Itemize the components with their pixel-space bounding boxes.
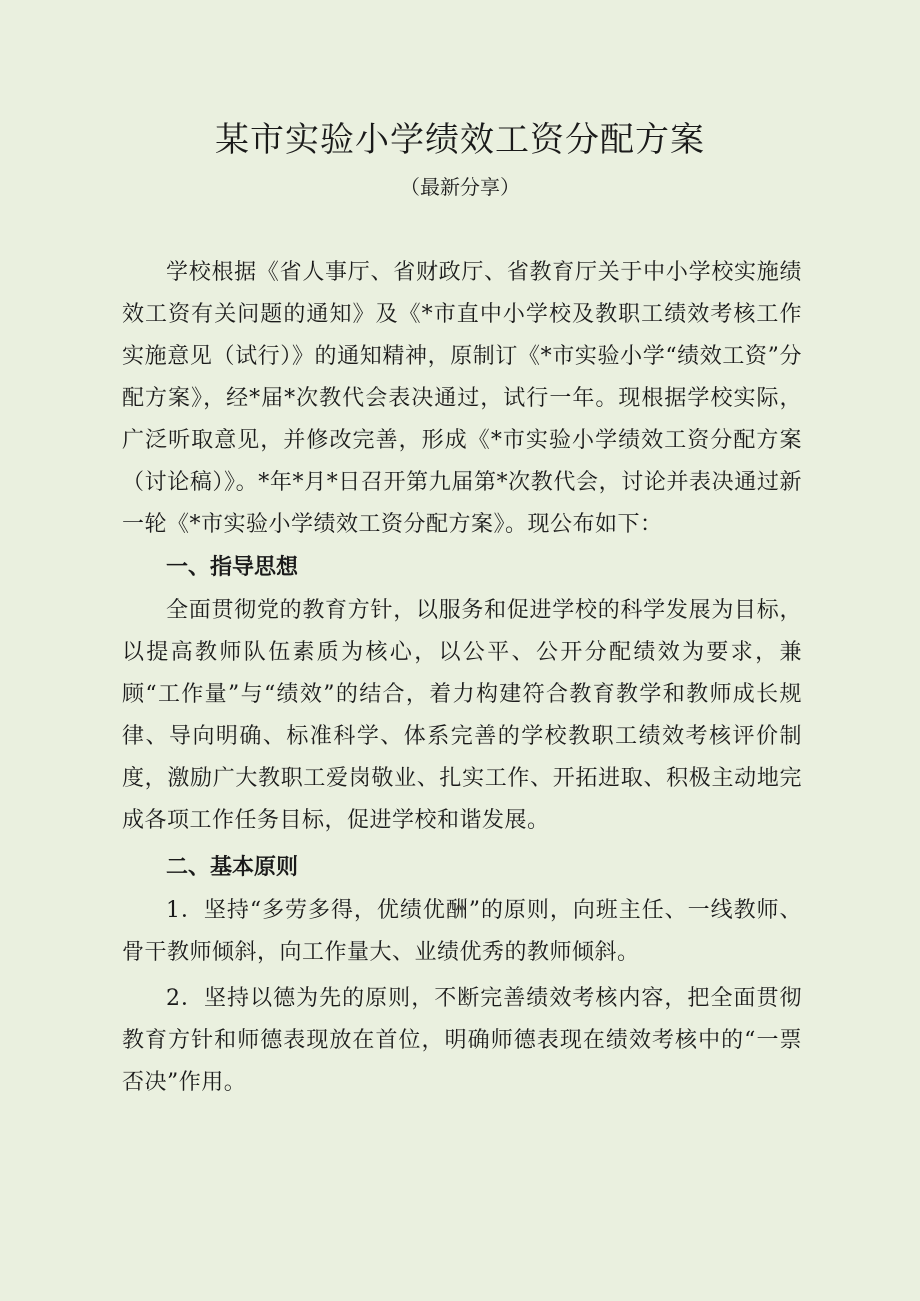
document-body (122, 252, 802, 1104)
section-heading-guiding-ideology: 一、指导思想 (166, 555, 299, 580)
document-subtitle: （最新分享） (400, 175, 520, 199)
document-title: 某市实验小学绩效工资分配方案 (215, 120, 705, 160)
intro-paragraph: 学校根据《省人事厅、省财政厅、省教育厅关于中小学校实施绩效工资有关问题的通知》及《*市直中小学校及教职工绩效考核工作实施意见（试行）》的通知精神，原制订《*市实验小学“绩效工资”分配方案》，经*届*次教代会表决通过，试行一年。现根据学校实际，广泛听取意见，并修改完善，形成《*市实验小学绩效工资分配方案（讨论稿）》。*年*月*日召开第九届第*次教代会，讨论并表决通过新一轮《*市实验小学绩效工资分配方案》。现公布如下： (122, 260, 802, 537)
principle-1-paragraph: 1．坚持“多劳多得，优绩优酬”的原则，向班主任、一线教师、骨干教师倾斜，向工作量大、业绩优秀的教师倾斜。 (122, 898, 802, 965)
section-heading-basic-principles: 二、基本原则 (166, 855, 299, 880)
guiding-ideology-paragraph: 全面贯彻党的教育方针，以服务和促进学校的科学发展为目标，以提高教师队伍素质为核心，以公平、公开分配绩效为要求，兼顾“工作量”与“绩效”的结合，着力构建符合教育教学和教师成长规律、导向明确、标准科学、体系完善的学校教职工绩效考核评价制度，激励广大教职工爱岗敬业、扎实工作、开拓进取、积极主动地完成各项工作任务目标，促进学校和谐发展。 (122, 598, 802, 833)
principle-2-paragraph: 2．坚持以德为先的原则，不断完善绩效考核内容，把全面贯彻教育方针和师德表现放在首位，明确师德表现在绩效考核中的“一票否决”作用。 (122, 986, 802, 1095)
